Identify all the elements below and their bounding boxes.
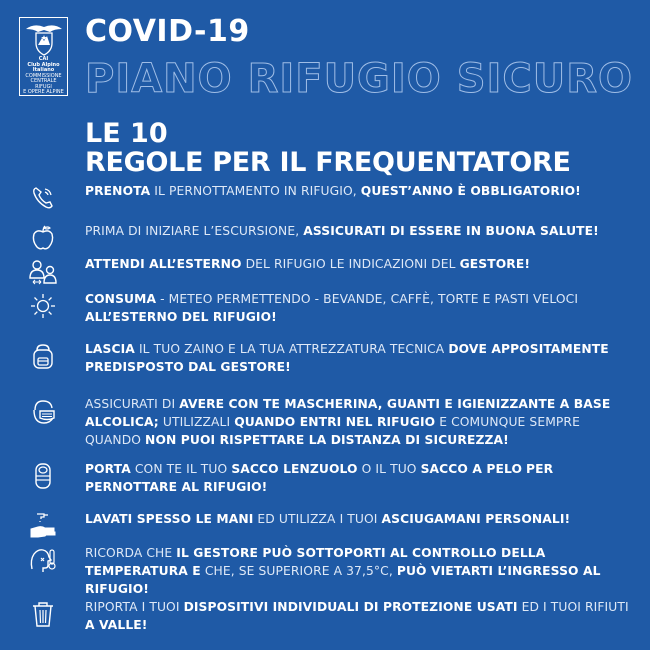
- cai-emblem-icon: [24, 21, 64, 57]
- hand-wash-icon: [28, 511, 58, 541]
- rule-text: [85, 598, 637, 634]
- rule-text-regular: PRIMA DI INIZIARE L’ESCURSIONE,: [85, 224, 304, 238]
- rule-text-bold: SACCO LENZUOLO: [231, 462, 358, 476]
- page-subtitle: PIANO RIFUGIO SICURO: [85, 56, 634, 102]
- rule-text-bold: A VALLE!: [85, 618, 148, 632]
- rule-text-regular: DEL RIFUGIO LE INDICAZIONI DEL: [241, 257, 460, 271]
- rule-text: [85, 544, 637, 598]
- rule-text-bold: ASCIUGAMANI PERSONALI!: [381, 512, 571, 526]
- rule-text-regular: ED UTILIZZA I TUOI: [253, 512, 382, 526]
- logo-org-name: Club Alpino Italiano: [27, 61, 60, 73]
- rule-text-bold: ATTENDI ALL’ESTERNO: [85, 257, 242, 271]
- rule-text-bold: ASSICURATI DI ESSERE IN BUONA SALUTE!: [303, 224, 599, 238]
- rule-text-bold: LASCIA: [85, 342, 135, 356]
- people-distance-icon: [28, 256, 58, 286]
- rule-text: [85, 182, 637, 200]
- logo-commission-1: COMMISSIONE: [25, 72, 62, 79]
- rule-text-regular: - METEO PERMETTENDO - BEVANDE, CAFFÈ, TORTE E PASTI VELOCI: [156, 292, 579, 306]
- rule-text-bold: PUÒ VIETARTI L’INGRESSO AL RIFUGIO!: [85, 564, 601, 596]
- logo-commission-3: RIFUGI: [35, 83, 52, 90]
- rule-text-bold: QUANDO ENTRI NEL RIFUGIO: [234, 415, 436, 429]
- trash-icon: [28, 599, 58, 629]
- rule-text: [85, 460, 637, 496]
- rule-text: [85, 340, 637, 376]
- rules-heading: [85, 119, 571, 177]
- rule-text-bold: AVERE CON TE MASCHERINA, GUANTI E IGIENIZZANTE A BASE ALCOLICA;: [85, 397, 611, 429]
- apple-icon: [28, 223, 58, 253]
- rule-text: [85, 222, 637, 240]
- rule-text-regular: CHE, SE SUPERIORE A 37,5°C,: [200, 564, 397, 578]
- rule-text-regular: ED I TUOI RIFIUTI: [517, 600, 629, 614]
- rule-text-bold: CONSUMA: [85, 292, 157, 306]
- rule-text-bold: NON PUOI RISPETTARE LA DISTANZA DI SICUREZZA!: [145, 433, 509, 447]
- rule-text-bold: SACCO A PELO: [420, 462, 523, 476]
- rule-text-regular: RIPORTA I TUOI: [85, 600, 184, 614]
- sleeping-bag-icon: [28, 461, 58, 491]
- rule-text-bold: ALL’ESTERNO DEL RIFUGIO!: [85, 310, 277, 324]
- rule-text-regular: IL TUO ZAINO E LA TUA ATTREZZATURA TECNICA: [134, 342, 449, 356]
- rule-text-bold: DISPOSITIVI INDIVIDUALI DI PROTEZIONE USATI: [183, 600, 518, 614]
- rules-heading-line2: REGOLE PER IL FREQUENTATORE: [85, 147, 571, 178]
- rule-text-bold: PORTA: [85, 462, 131, 476]
- page-title: COVID-19: [85, 14, 250, 49]
- logo-commission-2: CENTRALE: [30, 78, 57, 84]
- phone-icon: [28, 183, 58, 213]
- rule-text-bold: QUEST’ANNO È OBBLIGATORIO!: [360, 184, 581, 198]
- rule-text-bold: LAVATI SPESSO LE MANI: [85, 512, 254, 526]
- rule-text-regular: RICORDA CHE: [85, 546, 177, 560]
- rule-text-bold: IL GESTORE PUÒ SOTTOPORTI AL CONTROLLO DELLA TEMPERATURA E: [85, 546, 546, 578]
- rule-text-regular: E COMUNQUE SEMPRE QUANDO: [85, 415, 580, 447]
- rule-text-bold: PER PERNOTTARE AL RIFUGIO!: [85, 462, 554, 494]
- cai-logo: [19, 17, 68, 96]
- rule-text: [85, 395, 637, 449]
- rule-text-regular: ASSICURATI DI: [85, 397, 180, 411]
- rule-text: [85, 255, 637, 273]
- rule-text-bold: GESTORE!: [459, 257, 531, 271]
- sun-icon: [28, 291, 58, 321]
- rule-text: [85, 510, 637, 528]
- rule-text-bold: PRENOTA: [85, 184, 151, 198]
- rule-text-regular: IL PERNOTTAMENTO IN RIFUGIO,: [150, 184, 361, 198]
- logo-org-short: CAI: [38, 56, 49, 62]
- rules-heading-line1: LE 10: [85, 118, 168, 149]
- rule-text-regular: O IL TUO: [357, 462, 421, 476]
- rule-text-regular: UTILIZZALI: [158, 415, 235, 429]
- rule-text: [85, 290, 637, 326]
- mask-icon: [28, 396, 58, 426]
- logo-commission-4: E OPERE ALPINE: [23, 89, 64, 95]
- rule-text-bold: DOVE APPOSITAMENTE PREDISPOSTO DAL GESTORE!: [85, 342, 609, 374]
- thermometer-icon: [28, 545, 58, 575]
- backpack-icon: [28, 341, 58, 371]
- rule-text-regular: CON TE IL TUO: [130, 462, 232, 476]
